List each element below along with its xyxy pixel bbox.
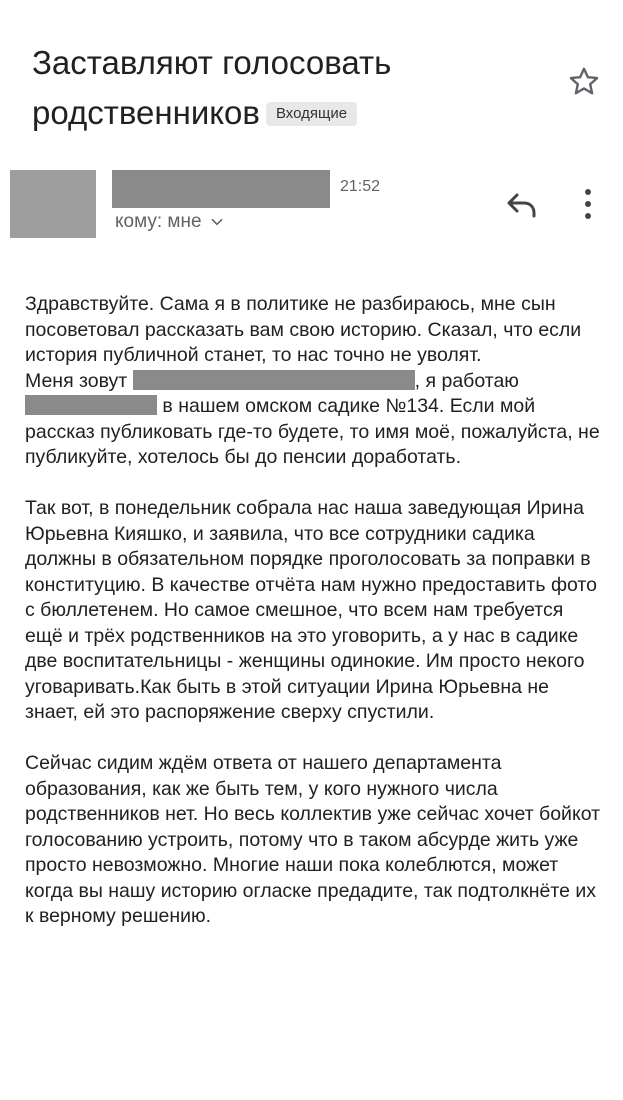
star-icon[interactable] bbox=[566, 64, 602, 100]
message-paragraph-2: Так вот, в понедельник собрала нас наша заведующая Ирина Юрьевна Кияшко, и заявила, что все сотрудники садика должны в обязательном порядке проголосовать за поправки в конституцию. В качестве отчёта нам нужно предоставить фото с бюллетенем. Но самое смешное, что всем нам требуется ещё и трёх родственников на это уговорить, а у нас в садике две воспитательницы - женщины одинокие. Им просто некого уговаривать.Как быть в этой ситуации Ирина Юрьевна не знает, ей это распоряжение сверху спустили. bbox=[25, 497, 597, 723]
chevron-down-icon[interactable] bbox=[210, 215, 224, 229]
sender-avatar[interactable] bbox=[10, 170, 96, 238]
message-paragraph-3: Сейчас сидим ждём ответа от нашего департамента образования, как же быть тем, у кого нужного числа родственников нет. Но весь коллектив уже сейчас хочет бойкот голосованию устроить, потому что в таком абсурде жить уже просто невозможно. Многие наши пока колеблются, может когда вы нашу историю огласке предадите, так подтолкнёте их к верному решению. bbox=[25, 752, 601, 927]
reply-icon[interactable] bbox=[504, 188, 540, 220]
message-paragraph-1: Здравствуйте. Сама я в политике не разбираюсь, мне сын посоветовал рассказать вам свою историю. Сказал, что если история публичной станет, то нас точно не уволят. Меня зовут , я работаю в нашем омском садике №134. Если мой рассказ публиковать где-то будете, то имя моё, пожалуйста, не публикуйте, хотелось бы до пенсии доработать. bbox=[25, 293, 600, 468]
folder-badge[interactable]: Входящие bbox=[266, 102, 357, 126]
redacted-position bbox=[25, 395, 157, 415]
recipient-label: кому: мне bbox=[115, 211, 202, 232]
recipient-line[interactable] bbox=[115, 211, 224, 233]
message-body bbox=[25, 292, 605, 955]
email-subject bbox=[32, 38, 542, 138]
sender-name-redacted bbox=[112, 170, 330, 208]
redacted-name bbox=[133, 370, 415, 390]
subject-text: Заставляют голосовать родственников bbox=[32, 44, 392, 131]
more-vertical-icon[interactable] bbox=[578, 186, 598, 222]
message-time: 21:52 bbox=[340, 178, 381, 195]
